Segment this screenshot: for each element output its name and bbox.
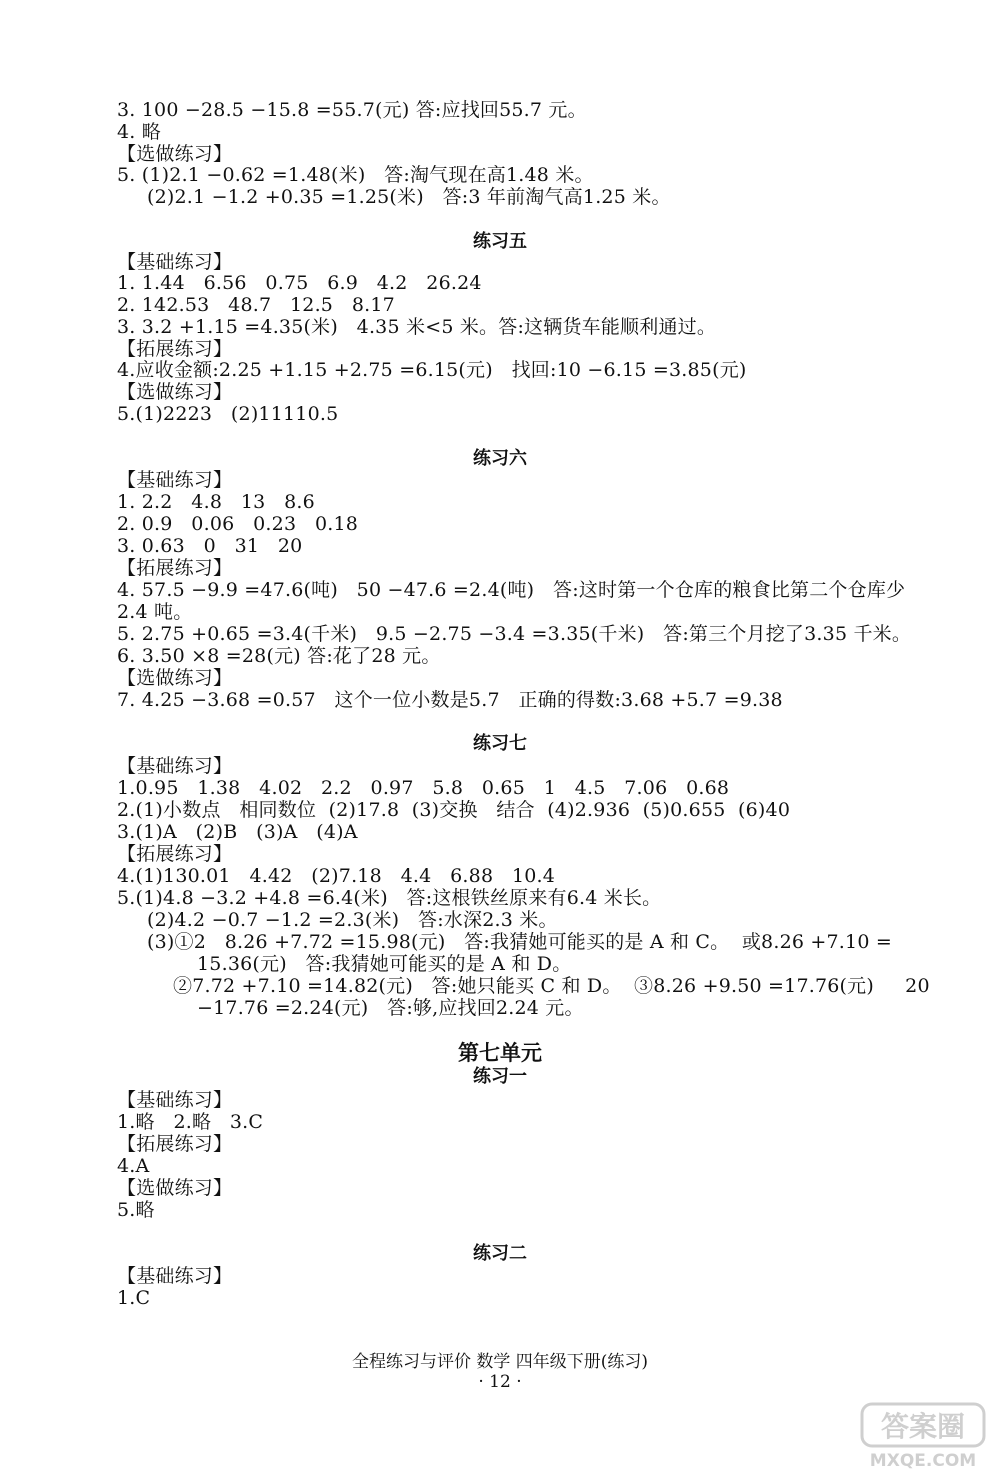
section-label: 【基础练习】 xyxy=(117,1089,233,1111)
exercise-heading: 练习二 xyxy=(473,1243,527,1264)
answer-line: 1.C xyxy=(117,1287,151,1309)
answer-line: 1.0.95 1.38 4.02 2.2 0.97 5.8 0.65 1 4.5 7.06 0.68 xyxy=(117,777,730,799)
exercise-heading: 练习六 xyxy=(473,448,527,469)
answer-line: 4.应收金额:2.25 +1.15 +2.75 =6.15(元) 找回:10 −6.15 =3.85(元) xyxy=(117,359,747,381)
section-label: 【基础练习】 xyxy=(117,1265,233,1287)
answer-line: 2. 0.9 0.06 0.23 0.18 xyxy=(117,513,359,535)
exercise-heading: 练习七 xyxy=(473,733,527,754)
answer-line: 6. 3.50 ×8 =28(元) 答:花了28 元。 xyxy=(117,645,441,667)
section-label: 【选做练习】 xyxy=(117,1177,233,1199)
answer-line: 3. 100 −28.5 −15.8 =55.7(元) 答:应找回55.7 元。 xyxy=(117,99,587,121)
exercise-heading: 练习一 xyxy=(473,1066,527,1087)
answer-line: 2.4 吨。 xyxy=(117,601,193,623)
watermark-graphic xyxy=(858,1400,988,1472)
answer-line: 3. 0.63 0 31 20 xyxy=(117,535,303,557)
answer-line: 5.略 xyxy=(117,1199,155,1221)
watermark-logo xyxy=(858,1400,988,1472)
answer-line: ②7.72 +7.10 =14.82(元) 答:她只能买 C 和 D。 ③8.26 +9.50 =17.76(元) 20 xyxy=(173,975,930,997)
answer-line: 4.A xyxy=(117,1155,150,1177)
answer-line: 5.(1)2223 (2)11110.5 xyxy=(117,403,339,425)
answer-line: −17.76 =2.24(元) 答:够,应找回2.24 元。 xyxy=(197,997,584,1019)
section-label: 【选做练习】 xyxy=(117,143,233,165)
answer-line: (2)4.2 −0.7 −1.2 =2.3(米) 答:水深2.3 米。 xyxy=(147,909,558,931)
answer-line: 3.(1)A (2)B (3)A (4)A xyxy=(117,821,358,843)
section-label: 【基础练习】 xyxy=(117,755,233,777)
answer-line: (2)2.1 −1.2 +0.35 =1.25(米) 答:3 年前淘气高1.25 米。 xyxy=(147,186,671,208)
watermark-text: 答案圈 xyxy=(880,1410,966,1443)
answer-line: 1.略 2.略 3.C xyxy=(117,1111,264,1133)
unit-heading: 第七单元 xyxy=(458,1041,542,1065)
answer-line: 4. 略 xyxy=(117,121,161,143)
page-number: · 12 · xyxy=(478,1372,522,1392)
section-label: 【拓展练习】 xyxy=(117,1133,233,1155)
section-label: 【拓展练习】 xyxy=(117,338,233,360)
section-label: 【基础练习】 xyxy=(117,251,233,273)
answer-line: 5. (1)2.1 −0.62 =1.48(米) 答:淘气现在高1.48 米。 xyxy=(117,164,594,186)
answer-line: 2. 142.53 48.7 12.5 8.17 xyxy=(117,294,395,316)
answer-line: 3. 3.2 +1.15 =4.35(米) 4.35 米<5 米。答:这辆货车能顺利通过。 xyxy=(117,316,717,338)
section-label: 【基础练习】 xyxy=(117,469,233,491)
answer-line: 5.(1)4.8 −3.2 +4.8 =6.4(米) 答:这根铁丝原来有6.4 米长。 xyxy=(117,887,662,909)
section-label: 【拓展练习】 xyxy=(117,843,233,865)
answer-line: 4. 57.5 −9.9 =47.6(吨) 50 −47.6 =2.4(吨) 答:这时第一个仓库的粮食比第二个仓库少 xyxy=(117,579,906,601)
section-label: 【选做练习】 xyxy=(117,381,233,403)
section-label: 【拓展练习】 xyxy=(117,557,233,579)
answer-line: 2.(1)小数点 相同数位 (2)17.8 (3)交换 结合 (4)2.936 (5)0.655 (6)40 xyxy=(117,799,791,821)
exercise-heading: 练习五 xyxy=(473,231,527,252)
answer-line: 5. 2.75 +0.65 =3.4(千米) 9.5 −2.75 −3.4 =3.35(千米) 答:第三个月挖了3.35 千米。 xyxy=(117,623,912,645)
answer-line: 4.(1)130.01 4.42 (2)7.18 4.4 6.88 10.4 xyxy=(117,865,556,887)
answer-line: 1. 2.2 4.8 13 8.6 xyxy=(117,491,315,513)
answer-line: 1. 1.44 6.56 0.75 6.9 4.2 26.24 xyxy=(117,272,482,294)
answer-line: (3)①2 8.26 +7.72 =15.98(元) 答:我猜她可能买的是 A 和 C。 或8.26 +7.10 = xyxy=(147,931,892,953)
answer-line: 15.36(元) 答:我猜她可能买的是 A 和 D。 xyxy=(197,953,572,975)
book-title-footer: 全程练习与评价 数学 四年级下册(练习) xyxy=(351,1352,649,1372)
section-label: 【选做练习】 xyxy=(117,667,233,689)
watermark-url: MXQE.COM xyxy=(869,1451,977,1471)
answer-line: 7. 4.25 −3.68 =0.57 这个一位小数是5.7 正确的得数:3.68 +5.7 =9.38 xyxy=(117,689,783,711)
